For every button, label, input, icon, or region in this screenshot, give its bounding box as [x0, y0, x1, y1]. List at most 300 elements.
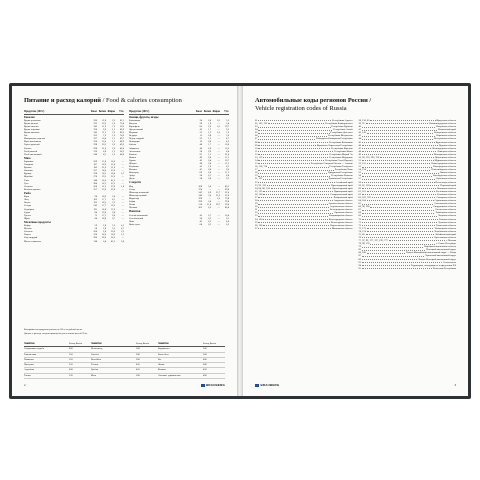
food-value: 12,4 — [110, 163, 115, 167]
region-code: 73, 173 — [358, 226, 366, 230]
food-value: 69,7 — [119, 137, 124, 141]
food-value: 80,3 — [224, 184, 229, 188]
dotted-leader — [258, 204, 327, 205]
food-value: 38 — [199, 176, 202, 180]
dotted-leader — [362, 225, 435, 226]
region-name: Амурская область — [333, 199, 353, 203]
food-section-heading: Сладости — [129, 181, 142, 185]
food-value: 12,6 — [101, 119, 106, 123]
region-code: 59, 81, 159 — [358, 183, 370, 187]
dotted-leader — [258, 148, 330, 149]
activity-kcal: 350 — [69, 352, 73, 356]
food-value: — — [121, 198, 124, 202]
activity-kcal: 450 — [136, 368, 140, 372]
region-name: Республика Бурятия — [331, 125, 353, 129]
region-name: Ленинградская область — [431, 146, 456, 150]
food-value: 1,3 — [121, 233, 124, 237]
region-name: Псковская область — [436, 186, 456, 190]
food-value: 50,6 — [224, 202, 229, 206]
food-value: 11,8 — [207, 202, 211, 206]
food-value: — — [217, 216, 220, 220]
region-code: 44 — [358, 137, 361, 141]
dotted-leader — [258, 207, 328, 208]
left-page-title — [24, 97, 182, 105]
food-value: 0,6 — [112, 213, 115, 217]
region-code: 77, 97, 99, 177, 197, 199, 777 — [358, 239, 388, 243]
food-value: — — [121, 213, 124, 217]
food-value: 0,7 — [208, 173, 211, 177]
dotted-leader — [258, 182, 334, 183]
food-value: 28 — [199, 122, 202, 126]
region-name: Карачаево-Черкесская Республика — [316, 143, 353, 147]
food-value: 38 — [199, 216, 202, 220]
food-value: 43 — [199, 128, 202, 132]
dotted-leader — [258, 151, 333, 152]
food-value: 19,7 — [224, 125, 229, 129]
food-value: 35,7 — [215, 190, 220, 194]
food-value: 6,6 — [103, 149, 106, 153]
region-name: Тульская область — [438, 220, 456, 224]
dotted-leader — [263, 225, 329, 226]
region-code: 75, 80 — [358, 232, 365, 236]
food-value: — — [217, 173, 220, 177]
region-name: г. Севастополь — [440, 260, 456, 264]
food-value: — — [121, 181, 124, 185]
dotted-leader — [268, 167, 328, 168]
food-value: 183 — [93, 166, 97, 170]
region-name: Свердловская область — [433, 205, 456, 209]
food-value: 18,4 — [110, 172, 115, 176]
activity-name: Плавание — [24, 357, 34, 361]
food-table-header-1: Продукты (100 г) Ккал Белки Жиры Угл. — [24, 110, 124, 113]
region-name: Республика Дагестан — [330, 131, 353, 135]
food-value: 29,7 — [215, 202, 220, 206]
dotted-leader — [367, 133, 433, 134]
brand-logo: BRAUBERG — [201, 383, 225, 387]
food-value: 1,8 — [208, 164, 211, 168]
food-value: 4,1 — [121, 224, 124, 228]
food-value: 8,1 — [226, 164, 229, 168]
food-value: — — [217, 128, 220, 132]
food-value: — — [208, 187, 211, 191]
right-page-title — [255, 97, 371, 112]
dotted-leader — [263, 157, 328, 158]
food-value: 298 — [93, 146, 97, 150]
region-name: Чеченская Республика — [432, 266, 456, 270]
dotted-leader — [258, 133, 329, 134]
food-value: 0,3 — [226, 222, 229, 226]
activity-name: Прогулка — [24, 363, 34, 367]
region-code: 17 — [255, 168, 258, 172]
dotted-leader — [362, 256, 424, 257]
activity-name: Коньки — [158, 368, 166, 372]
food-value: — — [121, 210, 124, 214]
food-name: Виноград — [129, 170, 139, 174]
region-code: 15 — [255, 162, 258, 166]
food-name: Перец сладкий — [129, 137, 144, 141]
region-code: 28 — [255, 199, 258, 203]
food-value: — — [121, 178, 124, 182]
region-code: 19 — [255, 174, 258, 178]
food-value: 308 — [198, 184, 202, 188]
food-name: Апельсины — [129, 149, 141, 153]
region-name: Еврейская автономная область — [424, 245, 456, 249]
dotted-leader — [258, 216, 328, 217]
food-value: 7,2 — [112, 125, 115, 129]
region-name: Костромская область — [434, 137, 456, 141]
region-name: Приморский край — [333, 189, 353, 193]
region-name: Чукотский автономный округ — [425, 254, 456, 258]
activity-name: Баскетбол — [158, 352, 169, 356]
region-name: Томская область — [438, 217, 456, 221]
food-name: Гусь — [24, 181, 29, 185]
region-code: 07 — [255, 137, 258, 141]
activity-kcal: 400 — [69, 368, 73, 372]
activity-kcal: 300 — [203, 347, 207, 351]
region-name: Волгоградская область — [328, 217, 353, 221]
food-name: Свинина — [24, 169, 33, 173]
region-name: Республика Тыва — [334, 168, 353, 172]
food-value: 66,5 — [119, 131, 124, 135]
food-value: 342 — [93, 131, 97, 135]
region-codes-columns — [255, 119, 456, 270]
food-name: Сок яблочный — [129, 216, 144, 220]
dotted-leader — [372, 197, 436, 198]
activity-name: Бег — [158, 357, 162, 361]
region-code: 05 — [255, 131, 258, 135]
region-name: Республика Башкортостан — [325, 122, 353, 126]
activity-kcal: 180 — [136, 373, 140, 377]
food-value: 74,0 — [119, 134, 124, 138]
food-value: 17,5 — [224, 170, 229, 174]
food-value: 1,8 — [208, 122, 211, 126]
food-value: 66 — [199, 222, 202, 226]
food-name: Треска — [24, 213, 31, 217]
food-name: Баклажаны — [129, 119, 141, 123]
food-value: 48,8 — [119, 152, 124, 156]
food-value: 2,0 — [208, 125, 211, 129]
food-value: 10,3 — [101, 140, 106, 144]
food-name: Абрикосы — [129, 146, 139, 150]
food-value: 0,4 — [208, 170, 211, 174]
title-ru: Питание и расход калорий — [24, 97, 101, 104]
food-value: — — [217, 176, 220, 180]
dotted-leader — [263, 194, 329, 195]
dotted-leader — [362, 145, 438, 146]
dotted-leader — [258, 170, 333, 171]
region-code: 42, 142 — [358, 131, 366, 135]
region-name: Республика Алтай — [333, 128, 353, 132]
food-value: 33,0 — [110, 169, 115, 173]
calorie-burn-header: Занятия Расход Ккал/ч Занятия Расход Ккал/ч Занятия Расход Ккал/ч — [24, 342, 225, 347]
food-value: 357 — [93, 169, 97, 173]
activity-kcal: 330 — [69, 373, 73, 377]
food-value: — — [121, 166, 124, 170]
food-value: 1,1 — [112, 140, 115, 144]
food-value: 1,0 — [112, 134, 115, 138]
food-value: 11,9 — [102, 125, 106, 129]
activity-name: Волейбол — [91, 357, 102, 361]
food-value: 52,6 — [224, 193, 229, 197]
food-name: Картофель — [129, 125, 140, 129]
food-value: 17,1 — [101, 198, 106, 202]
food-value: — — [217, 155, 220, 159]
food-value: 299 — [198, 199, 202, 203]
region-name: Республика Коми — [334, 149, 353, 153]
food-value: 18,5 — [101, 201, 106, 205]
region-code: 74, 174 — [358, 229, 366, 233]
dotted-leader — [362, 176, 432, 177]
region-name: Краснодарский край — [331, 183, 353, 187]
food-value: 38 — [199, 149, 202, 153]
region-code: 24, 84, 88, 124 — [255, 186, 270, 190]
food-value: 3,0 — [226, 134, 229, 138]
region-code: 06 — [255, 134, 258, 138]
food-value: 10,4 — [224, 213, 229, 217]
food-value: — — [217, 184, 220, 188]
food-value: 238 — [93, 172, 97, 176]
food-value: 70,6 — [119, 122, 124, 126]
food-name: Огурцы — [129, 134, 137, 138]
food-value: 0,1 — [217, 131, 220, 135]
food-value: — — [121, 187, 124, 191]
food-name: Макаронные изделия — [24, 137, 46, 141]
region-name: Республика Марий Эл — [329, 152, 353, 156]
food-value: — — [217, 170, 220, 174]
food-value: 3,3 — [112, 201, 115, 205]
food-name: Творог — [24, 233, 31, 237]
food-name: Хлеб ржаной — [24, 149, 38, 153]
dotted-leader — [258, 145, 315, 146]
food-value: 11,0 — [102, 184, 106, 188]
dotted-leader — [367, 163, 431, 164]
food-value: 11,3 — [225, 155, 229, 159]
region-code: 53 — [358, 165, 361, 169]
food-value: 52,4 — [224, 190, 229, 194]
page-number: 2 — [24, 383, 26, 387]
region-name: Саратовская область — [434, 199, 456, 203]
dotted-leader — [268, 123, 324, 124]
food-value: 3,2 — [112, 224, 115, 228]
food-value: 748 — [93, 239, 97, 243]
food-value: 34,2 — [119, 149, 124, 153]
activity-name: Спортивная ходьба — [24, 347, 44, 351]
calorie-burn-body — [24, 347, 225, 379]
region-name: Ульяновская область — [434, 226, 456, 230]
food-row — [24, 240, 124, 243]
region-code: 79 — [358, 245, 361, 249]
dotted-leader — [267, 185, 330, 186]
food-name: Капуста — [129, 122, 138, 126]
food-value: 14,0 — [101, 233, 106, 237]
region-name: Омская область — [439, 171, 456, 175]
food-value: 11,3 — [225, 161, 229, 165]
region-code: 87 — [358, 254, 361, 258]
region-codes-list — [255, 119, 456, 270]
food-value: 0,4 — [208, 161, 211, 165]
food-value: 42 — [199, 158, 202, 162]
food-value: — — [217, 187, 220, 191]
dotted-leader — [258, 222, 329, 223]
region-code: 16, 116, 716 — [255, 165, 268, 169]
food-value: 1,5 — [208, 152, 211, 156]
food-value: 320 — [93, 128, 97, 132]
dotted-leader — [362, 167, 432, 168]
food-value: — — [121, 163, 124, 167]
food-value: 80,4 — [224, 205, 229, 209]
food-value: 2,8 — [103, 224, 106, 228]
food-name: Курица — [24, 172, 32, 176]
food-value: — — [121, 169, 124, 173]
food-value: 33 — [199, 131, 202, 135]
food-value: 21,0 — [101, 166, 106, 170]
region-name: Новосибирская область — [431, 168, 456, 172]
region-code: 43 — [358, 134, 361, 138]
food-value: 26,5 — [110, 236, 115, 240]
activity-kcal: 420 — [203, 368, 207, 372]
food-section-heading: Напитки — [129, 210, 141, 214]
food-value: — — [208, 196, 211, 200]
region-code: 04 — [255, 128, 258, 132]
food-name: Дыня — [129, 176, 135, 180]
region-name: Забайкальский край — [435, 232, 456, 236]
region-code: 63, 163, 763 — [358, 195, 371, 199]
region-code: 72 — [358, 223, 361, 227]
food-value: 5,5 — [226, 119, 229, 123]
dotted-leader — [367, 253, 405, 254]
region-name: Ярославская область — [434, 235, 456, 239]
region-name: Астраханская область — [329, 205, 353, 209]
region-name: Московская область — [435, 155, 456, 159]
activity-name: Йога — [91, 373, 97, 377]
region-name: Нижегородская область — [431, 162, 456, 166]
food-table-body-2 — [129, 116, 229, 226]
dotted-leader — [362, 210, 434, 211]
region-name: Воронежская область — [330, 223, 353, 227]
activity-name: Лыжи — [158, 363, 165, 367]
food-value: 226 — [93, 233, 97, 237]
dotted-leader — [258, 127, 330, 128]
food-value: 0,9 — [121, 239, 124, 243]
food-value: — — [217, 199, 220, 203]
food-value: 11,0 — [111, 166, 115, 170]
region-code: 38, 138, 85 — [358, 119, 370, 122]
activity-kcal: 300 — [136, 357, 140, 361]
region-code: 61, 161 — [358, 189, 366, 193]
food-name: Вишня — [129, 155, 136, 159]
footnote-2: Данные о расходе энергии приведены для человека массой 70 кг. — [24, 332, 88, 335]
dotted-leader — [370, 185, 439, 186]
food-value: 42 — [199, 219, 202, 223]
food-value: — — [217, 122, 220, 126]
food-value: 61,2 — [110, 178, 115, 182]
region-code: 58 — [358, 180, 361, 184]
food-value: 3,2 — [121, 230, 124, 234]
food-value: 13,0 — [101, 187, 106, 191]
dotted-leader — [258, 120, 331, 121]
region-code: 40 — [358, 125, 361, 129]
region-code: 10 — [255, 146, 258, 150]
food-row — [24, 217, 124, 220]
food-value: 105 — [93, 198, 97, 202]
region-code: 83 — [358, 248, 361, 252]
food-value: 69 — [199, 170, 202, 174]
food-value: 1,1 — [112, 128, 115, 132]
food-value: 3,3 — [112, 119, 115, 123]
brand-mark-icon — [201, 384, 205, 387]
food-value: 7,0 — [226, 131, 229, 135]
dotted-leader — [362, 265, 410, 266]
region-code: 31 — [255, 208, 258, 212]
food-value: — — [121, 204, 124, 208]
food-name: Сметана — [24, 230, 33, 234]
food-name: Морковь — [129, 131, 138, 135]
region-name: Ханты-Мансийский автономный округ — Югра — [406, 251, 456, 255]
food-name: Крупа пшенная — [24, 131, 40, 135]
food-value: 17,7 — [101, 204, 106, 208]
dotted-leader — [362, 130, 437, 131]
food-value: 9,1 — [226, 176, 229, 180]
food-name: Клубника — [129, 164, 139, 168]
food-value: 11,5 — [102, 131, 106, 135]
food-value: — — [217, 152, 220, 156]
food-value: — — [217, 146, 220, 150]
food-value: — — [217, 158, 220, 162]
food-name: Пастила — [129, 205, 138, 209]
food-name: Мед — [129, 184, 134, 188]
region-codes-col-left — [255, 119, 353, 270]
food-value: 23 — [199, 137, 202, 141]
region-code: 36, 136 — [255, 223, 263, 227]
food-section-heading: Молочные продукты — [24, 221, 51, 225]
region-code: 76 — [358, 235, 361, 239]
region-name: Кемеровская область — [434, 131, 456, 135]
food-value: 16,1 — [101, 181, 106, 185]
food-value: 257 — [93, 187, 97, 191]
food-name: Сок апельсиновый — [129, 213, 148, 217]
region-code: 60 — [358, 186, 361, 190]
activity-kcal: 600 — [203, 363, 207, 367]
food-value: 48 — [199, 143, 202, 147]
food-value: 22,4 — [224, 152, 229, 156]
activity-name: Гимнастика — [24, 352, 37, 356]
region-name: Магаданская область — [434, 152, 456, 156]
region-code: 51 — [358, 159, 361, 163]
food-value: 16,5 — [101, 178, 106, 182]
region-name: Хабаровский край — [333, 195, 353, 199]
food-value: 0,7 — [208, 213, 211, 217]
dotted-leader — [258, 173, 326, 174]
region-code: 27 — [255, 195, 258, 199]
region-code: 55 — [358, 171, 361, 175]
food-value: 46 — [199, 161, 202, 165]
food-value: 9,0 — [226, 167, 229, 171]
region-code: 46 — [358, 143, 361, 147]
food-value: 0,6 — [208, 176, 211, 180]
food-value: 75 — [94, 213, 97, 217]
food-value: 305 — [198, 205, 202, 209]
food-name: Крупа перловая — [24, 128, 40, 132]
food-value: — — [217, 134, 220, 138]
region-code: 89 — [358, 257, 361, 261]
dotted-leader — [258, 154, 328, 155]
food-value: 66,9 — [119, 128, 124, 132]
region-code: 37 — [255, 226, 258, 230]
region-code-row — [255, 227, 353, 230]
region-name: Калужская область — [436, 125, 456, 129]
food-value: 296 — [198, 196, 202, 200]
food-value: 18,9 — [101, 163, 106, 167]
